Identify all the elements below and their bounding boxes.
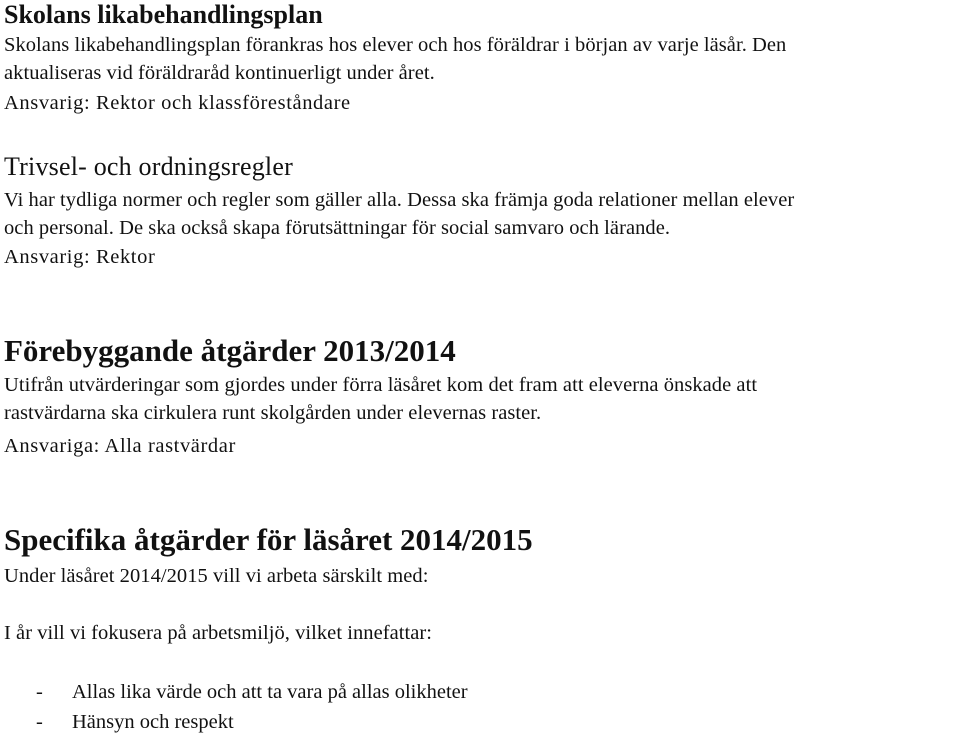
body-line: Utifrån utvärderingar som gjordes under förra läsåret kom det fram att eleverna önskade att [4, 374, 758, 396]
list-dash: - [36, 681, 43, 703]
section-intro-specifika: Under läsåret 2014/2015 vill vi arbeta särskilt med: [4, 565, 429, 587]
list-dash: - [36, 711, 43, 733]
body-line: rastvärdarna ska cirkulera runt skolgården under elevernas raster. [4, 402, 542, 424]
responsible-likabehandlingsplan: Ansvarig: Rektor och klassföreståndare [4, 92, 351, 114]
section-title-forebyggande: Förebyggande åtgärder 2013/2014 [4, 333, 456, 368]
body-line: Skolans likabehandlingsplan förankras hos elever och hos föräldrar i början av varje läsår. Den [4, 34, 787, 56]
section-body-trivselregler [4, 186, 794, 242]
section-title-trivselregler: Trivsel- och ordningsregler [4, 152, 293, 181]
section-title-likabehandlingsplan: Skolans likabehandlingsplan [4, 0, 323, 29]
body-line: Vi har tydliga normer och regler som gäller alla. Dessa ska främja goda relationer mellan elever [4, 189, 795, 211]
list-item-text: Allas lika värde och att ta vara på allas olikheter [72, 681, 468, 703]
section-body-forebyggande [4, 371, 757, 427]
focus-list [4, 677, 468, 737]
section-focus-specifika: I år vill vi fokusera på arbetsmiljö, vilket innefattar: [4, 622, 433, 644]
section-body-likabehandlingsplan [4, 31, 786, 87]
body-line: aktualiseras vid föräldraråd kontinuerligt under året. [4, 62, 435, 84]
section-title-specifika: Specifika åtgärder för läsåret 2014/2015 [4, 522, 533, 557]
responsible-trivselregler: Ansvarig: Rektor [4, 246, 156, 268]
list-item [4, 707, 468, 737]
list-item-text: Hänsyn och respekt [72, 711, 234, 733]
responsible-forebyggande: Ansvariga: Alla rastvärdar [4, 435, 236, 457]
body-line: och personal. De ska också skapa förutsättningar för social samvaro och lärande. [4, 217, 671, 239]
list-item [4, 677, 468, 707]
